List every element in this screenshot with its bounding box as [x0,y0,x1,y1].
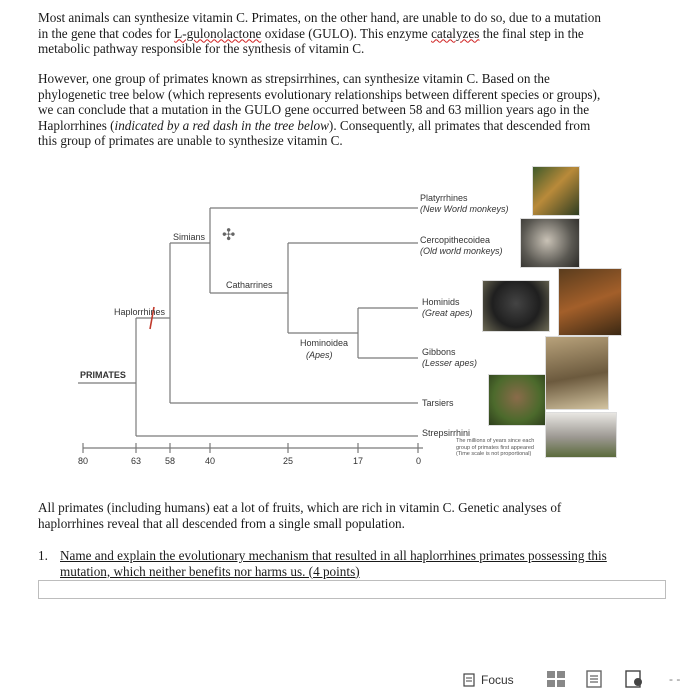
spellcheck-word-catalyzes: catalyzes [431,25,480,41]
question-line-2: mutation, which neither benefits nor harms us. (4 points) [60,563,360,579]
fruit-paragraph [38,500,658,531]
focus-label: Focus [481,673,514,687]
strepsirrhine-paragraph [38,71,658,149]
tarsier-photo [488,374,546,426]
strep-line-4: Haplorrhines (indicated by a red dash in the tree below). Consequently, all primates that descended from [38,117,591,133]
haplorrhines-label: Haplorrhines [114,307,166,317]
question-line-1: Name and explain the evolutionary mechanism that resulted in all haplorrhines primates possessing this [60,548,607,563]
intro-line-2: in the gene that codes for L-gulonolactone oxidase (GULO). This enzyme catalyzes the final step in the [38,25,584,41]
tick-80: 80 [78,456,89,466]
leaf-platyrrhines: Platyrrhines [420,193,468,203]
platyrrhine-photo [532,166,580,216]
tick-17: 17 [353,456,364,466]
leaf-hominids: Hominids [422,297,460,307]
apes-label: (Apes) [306,350,333,360]
fruit-line-2: haplorrhines reveal that all descended from a single small population. [38,515,405,531]
leaf-strepsirrhini: Strepsirrhini [422,428,471,438]
strep-line-3: we can conclude that a mutation in the GULO gene occurred between 58 and 63 million years ago in the [38,102,590,118]
immersive-reader-icon[interactable] [624,670,644,688]
leaf-gibbons-sub: (Lesser apes) [422,358,478,368]
leaf-cercopithecoidea: Cercopithecoidea [420,235,491,245]
intro-paragraph [38,10,658,57]
leaf-cercopithecoidea-sub: (Old world monkeys) [420,246,503,256]
simians-dagger-icon: ✣ [222,227,236,244]
orangutan-photo [558,268,622,336]
lemur-photo [545,412,617,458]
hominoidea-label: Hominoidea [300,338,349,348]
tick-58: 58 [165,456,176,466]
spellcheck-word-gulonolactone: L-gulonolactone [174,25,262,41]
time-scale-note: The millions of years since each group of primates first appeared (Time scale is not proportional) [456,438,535,457]
question-number: 1. [38,548,48,563]
page-view-icon[interactable] [584,670,604,688]
focus-button[interactable] [463,668,523,692]
tick-40: 40 [205,456,216,466]
focus-icon [463,673,477,687]
great-ape-photo [482,280,550,332]
strep-line-1: However, one group of primates known as strepsirrhines, can synthesize vitamin C. Based on the [38,71,550,86]
strep-line-2: phylogenetic tree below (which represents evolutionary relationships between different species or groups), [38,86,601,102]
tick-25: 25 [283,456,294,466]
grid-view-icon[interactable] [546,670,566,688]
catharrines-label: Catharrines [226,280,273,290]
intro-line-3: metabolic pathway responsible for the synthesis of vitamin C. [38,41,365,57]
tick-63: 63 [131,456,142,466]
primates-label: PRIMATES [80,370,126,380]
simians-label: Simians [173,232,206,242]
overflow-dash: - - [669,672,681,686]
gibbon-photo [545,336,609,410]
leaf-gibbons: Gibbons [422,347,456,357]
old-world-monkey-photo [520,218,580,268]
leaf-hominids-sub: (Great apes) [422,308,473,318]
intro-line-1: Most animals can synthesize vitamin C. Primates, on the other hand, are unable to do so, due to a mutation [38,10,601,25]
fruit-line-1: All primates (including humans) eat a lot of fruits, which are rich in vitamin C. Genetic analyses of [38,500,562,515]
strep-line-5: this group of primates are unable to synthesize vitamin C. [38,133,343,149]
leaf-platyrrhines-sub: (New World monkeys) [420,204,509,214]
answer-text-field[interactable] [38,580,666,599]
leaf-tarsiers: Tarsiers [422,398,454,408]
tick-0: 0 [416,456,422,466]
